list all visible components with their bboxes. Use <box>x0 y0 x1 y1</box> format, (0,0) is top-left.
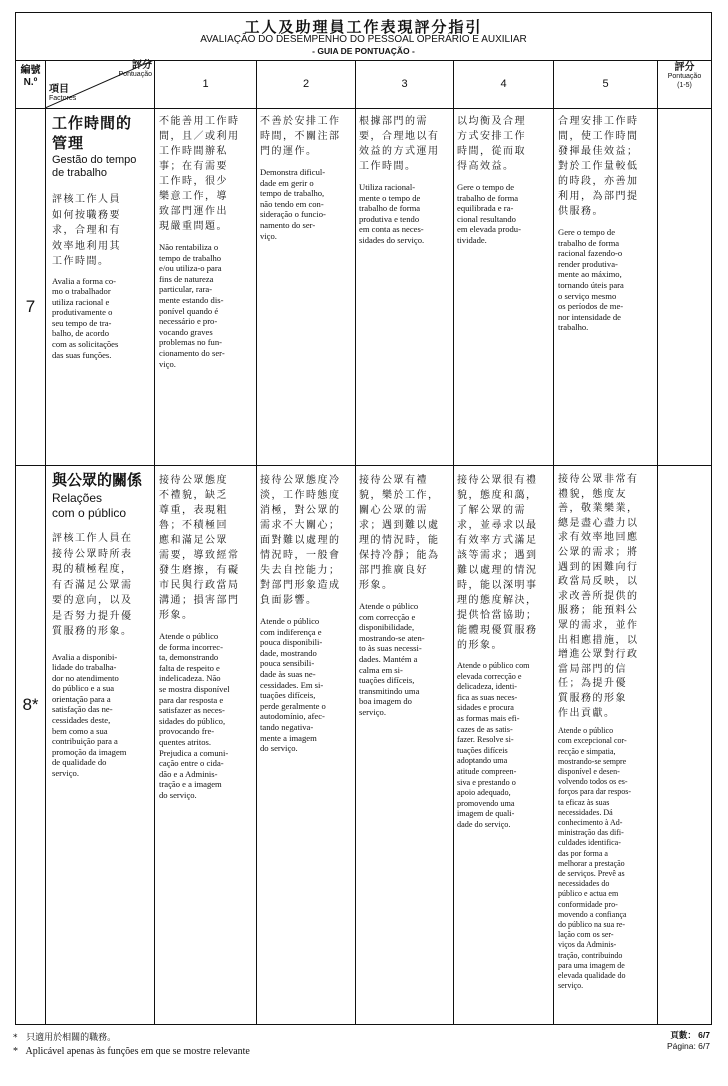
level-cell-7-3 <box>359 114 451 464</box>
number-header-zh: 編號 <box>20 65 41 76</box>
level-text-zh: 接待公眾態度冷 淡，工作時態度 消極，對公眾的 需求不大關心； 面對難以處理的 情況時，一般會 失去自控能力； 對部門形象造成 負面影響。 <box>260 475 341 606</box>
level-text-zh: 合理安排工作時 間，使工作時間 發揮最佳效益； 對於工作量較低 的時段，亦善加 利用，為部門提 供服務。 <box>558 116 639 217</box>
title-zh: 工人及助理員工作表現評分指引 <box>244 18 483 36</box>
footnote-pt <box>13 1046 250 1057</box>
final-score-header-pt: Pontuação <box>667 73 702 80</box>
level-cell-7-1 <box>159 114 254 464</box>
level-text-pt: Atende o público com correcção e disponibilidade, mostrando-se aten- to às suas necessi- dades. Mantém a calma em si- tuações difíceis, transmitindo uma boa imagem do serviço. <box>359 601 425 717</box>
column-divider <box>154 60 155 1024</box>
level-cell-8-3 <box>359 473 451 1023</box>
level-text-pt: Atende o público de forma incorrec- ta, demonstrando falta de respeito e indelicadeza. Não se mostra disponível para dar resposta e satisfazer as neces- sidades do público, provocando fre- quentes atritos. Prejudica a comuni- cação entre o cida- dão e a Adminis- tração e a imagem do serviço. <box>159 631 230 800</box>
column-divider <box>453 60 454 1024</box>
level-text-zh: 根據部門的需 要，合理地以有 效益的方式運用 工作時間。 <box>359 116 440 172</box>
guide-table <box>15 12 712 1025</box>
score-header-zh: 評分 <box>132 60 152 71</box>
factor-description-zh: 評核工作人員在 接待公眾時所表 現的積極程度， 有否滿足公眾需 要的意向，以及 是否努力提升優 質服務的形象。 <box>52 533 133 637</box>
document-header <box>16 13 711 61</box>
level-text-pt: Não rentabiliza o tempo de trabalho e/ou utiliza-o para fins de natureza particular, rara- mente estando dis- ponível quando é necessário e pro- vocando graves problemas no fun- cionamento do ser- viço. <box>159 242 225 369</box>
factor-header-zh: 項目 <box>49 84 69 95</box>
level-cell-7-5 <box>558 114 655 464</box>
factor-name-zh: 工作時間的 管理 <box>52 114 133 152</box>
level-text-zh: 不能善用工作時 間，且／或利用 工作時間辦私 事；在有需要 工作時，很少 樂意工作，導 致部門運作出 現嚴重問題。 <box>159 116 240 232</box>
level-header-4: 4 <box>500 78 507 90</box>
level-text-zh: 接待公眾非常有 禮貌，態度友 善，敬業樂業， 總是盡心盡力以 求有效率地回應 公眾的需求；將 遇到的困難向行 政當局反映，以 求改善所提供的 服務；能預料公 眾的需求，並作 出相應措施，以 增進公眾對行政 當局部門的信 任；為提升優 質服務的形象 作出貢獻。 <box>558 474 639 719</box>
title-pt: AVALIAÇÃO DO DESEMPENHO DO PESSOAL OPERÁRIO E AUXILIAR <box>200 34 527 45</box>
factor-description-zh: 評核工作人員 如何按職務要 求，合理和有 效率地利用其 工作時間。 <box>52 194 121 267</box>
level-cell-8-5 <box>558 473 655 1023</box>
level-text-pt: Atende o público com elevada correcção e delicadeza, identi- fica as suas neces- sidades e procura as formas mais efi- cazes de as satis- fazer. Resolve si- tuações difíceis adoptando uma atitude compreen- siva e prestando o apoio adequado, promovendo uma imagem de quali- dade do serviço. <box>457 661 530 829</box>
footnote-marker: * <box>13 1046 18 1057</box>
level-text-zh: 接待公眾很有禮 貌，態度和藹， 了解公眾的需 求，並尋求以最 有效率方式滿足 該等需求；遇到 難以處理的情況 時，能以深明事 理的態度解決， 提供恰當協助； 能體現優質服務 的形象。 <box>457 475 538 651</box>
page-indicator <box>667 1030 710 1052</box>
level-header-1: 1 <box>202 78 209 90</box>
column-divider <box>553 60 554 1024</box>
footnote-marker: * <box>13 1033 18 1043</box>
factor-name-zh: 與公眾的關係 <box>52 471 143 489</box>
level-cell-8-2 <box>260 473 353 1023</box>
row-number-7: 7 <box>25 297 36 316</box>
final-score-header-zh: 評分 <box>674 62 695 73</box>
footnote-zh <box>13 1030 116 1043</box>
subtitle: - GUIA DE PONTUAÇÃO - <box>312 46 415 56</box>
factor-header-pt: Factores <box>49 95 77 102</box>
level-text-pt: Gere o tempo de trabalho de forma racional fazendo-o render produtiva- mente ao máximo, tornando úteis para o serviço mesmo os períodos de me- nor intensidade de trabalho. <box>558 227 624 333</box>
level-cell-8-4 <box>457 473 551 1023</box>
level-header-5: 5 <box>602 78 609 90</box>
footnote-text-pt: Aplicável apenas às funções em que se mostre relevante <box>25 1046 250 1057</box>
level-cell-7-2 <box>260 114 353 464</box>
final-score-header <box>658 63 711 90</box>
row-divider <box>16 108 711 109</box>
level-header-2: 2 <box>302 78 310 90</box>
row-number-8: 8* <box>22 695 39 714</box>
column-divider <box>45 60 46 1024</box>
column-divider <box>355 60 356 1024</box>
level-text-pt: Demonstra dificul- dade em gerir o tempo de trabalho, não tendo em con- sideração o funcio- namento do ser- viço. <box>260 167 326 241</box>
column-divider <box>657 60 658 1024</box>
level-text-pt: Atende o público com indiferença e pouca disponibili- dade, mostrando pouca sensibili- dade às suas ne- cessidades. Em si- tuações difíceis, perde geralmente o autodomínio, afec- tando negativa- mente a imagem do serviço. <box>260 616 326 754</box>
score-header-pt: Pontuação <box>118 71 152 78</box>
score-header <box>46 61 152 79</box>
factor-description-pt: Avalia a disponibi- lidade do trabalha- dor no atendimento do público e a sua orientação para a satisfação das ne- cessidades deste, bem como a sua contribuição para a promoção da imagem de qualidade do serviço. <box>52 651 127 779</box>
row-divider <box>16 465 711 466</box>
factor-name-pt: Gestão do tempo de trabalho <box>52 154 137 179</box>
factor-cell-7 <box>52 113 152 463</box>
level-text-pt: Utiliza racional- mente o tempo de trabalho de forma produtiva e tendo em conta as neces- sidades do serviço. <box>359 182 425 245</box>
factor-cell-8 <box>52 470 152 1024</box>
level-cell-7-4 <box>457 114 551 464</box>
factor-header <box>49 85 76 103</box>
final-score-range: (1-5) <box>677 82 692 89</box>
level-text-zh: 不善於安排工作 時間，不關注部 門的運作。 <box>260 116 341 157</box>
level-header-3: 3 <box>401 78 408 90</box>
number-header <box>16 65 45 89</box>
level-cell-8-1 <box>159 473 254 1023</box>
number-header-pt: N.º <box>23 77 38 88</box>
level-text-pt: Atende o público com excepcional cor- recção e simpatia, mostrando-se sempre disponível e desen- volvendo todos os es- forços para dar respos- ta eficaz às suas necessidades. Dá conhecimento à Ad- ministração das difi- culdades identifica- das por forma a melhorar a prestação de serviços. Prevê as necessidades do público e actua em conformidade pro- movendo a confiança do público na sua re- lação com os ser- viços da Adminis- tração, contribuindo para uma imagem de elevada qualidade do serviço. <box>558 726 632 991</box>
level-text-pt: Gere o tempo de trabalho de forma equilibrada e ra- cional resultando em elevada produ- tividade. <box>457 182 521 245</box>
level-text-zh: 接待公眾態度 不禮貌，缺乏 尊重，表現粗 魯；不積極回 應和滿足公眾 需要，導致經常 發生磨擦，有礙 市民與行政當局 溝通；損害部門 形象。 <box>159 475 240 621</box>
page-number-pt: Página: 6/7 <box>666 1041 710 1051</box>
column-divider <box>256 60 257 1024</box>
factor-description-pt: Avalia a forma co- mo o trabalhador utiliza racional e produtivamente o seu tempo de tra- balho, de acordo com as solicitações das suas funções. <box>52 275 119 360</box>
level-text-zh: 以均衡及合理 方式安排工作 時間，從而取 得高效益。 <box>457 116 526 172</box>
factor-name-pt: Relações com o público <box>52 491 127 520</box>
page-number-zh: 頁數： 6/7 <box>670 1030 710 1040</box>
level-text-zh: 接待公眾有禮 貌，樂於工作， 關心公眾的需 求；遇到難以處 理的情況時，能 保持冷靜；能為 部門推廣良好 形象。 <box>359 475 440 591</box>
footnote-text-zh: 只適用於相關的職務。 <box>26 1033 117 1043</box>
